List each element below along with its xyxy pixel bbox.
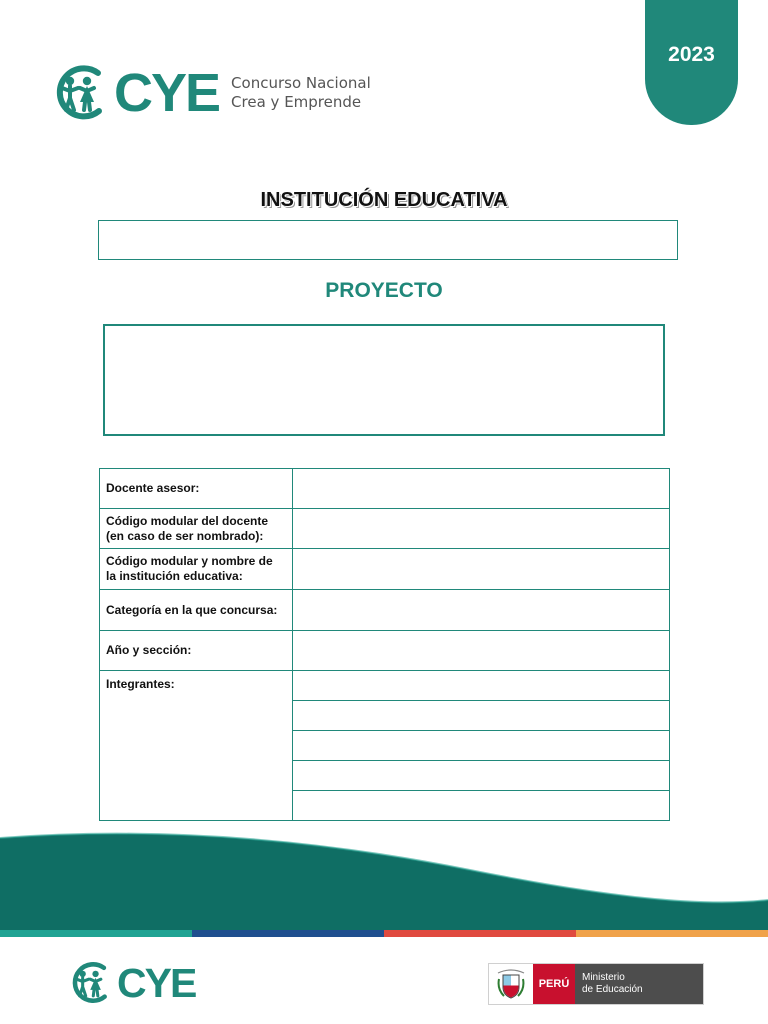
table-row	[100, 469, 670, 509]
peru-shield-icon	[494, 967, 528, 1001]
ministry-logo	[488, 963, 704, 1005]
member-field[interactable]	[293, 731, 670, 761]
row-label: Código modular y nombre de la institución educativa:	[100, 549, 293, 590]
project-heading: PROYECTO	[325, 279, 443, 302]
table-row	[100, 509, 670, 549]
row-value-field[interactable]	[293, 509, 670, 549]
member-field[interactable]	[293, 671, 670, 701]
year-tab	[645, 0, 738, 125]
tagline-line2: Crea y Emprende	[231, 93, 362, 111]
member-field[interactable]	[293, 701, 670, 731]
row-label: Año y sección:	[100, 631, 293, 671]
member-field[interactable]	[293, 791, 670, 821]
cye-logo-footer	[67, 961, 195, 1005]
members-row	[100, 671, 670, 701]
stripe-red	[384, 930, 576, 937]
gov-country: PERÚ	[533, 964, 575, 1004]
row-value-field[interactable]	[293, 469, 670, 509]
row-value-field[interactable]	[293, 549, 670, 590]
project-field[interactable]	[103, 324, 665, 436]
institution-heading: INSTITUCIÓN EDUCATIVA	[260, 189, 508, 211]
color-stripe	[0, 930, 768, 937]
stripe-teal	[0, 930, 192, 937]
gov-ministry-line1: Ministerio	[582, 972, 625, 983]
institution-field[interactable]	[98, 220, 678, 260]
footer-logo-wordmark: CYE	[117, 959, 196, 1006]
tagline-line1: Concurso Nacional	[231, 74, 371, 92]
footer-wave	[0, 830, 768, 932]
info-table	[99, 468, 670, 821]
row-label: Código modular del docente (en caso de ser nombrado):	[100, 509, 293, 549]
members-label: Integrantes:	[100, 671, 293, 821]
logo-tagline	[231, 74, 371, 112]
member-field[interactable]	[293, 761, 670, 791]
table-row	[100, 631, 670, 671]
table-row	[100, 590, 670, 631]
gov-ministry	[575, 964, 703, 1004]
table-row	[100, 549, 670, 590]
row-label: Docente asesor:	[100, 469, 293, 509]
logo-wordmark: CYE	[114, 63, 220, 123]
row-value-field[interactable]	[293, 631, 670, 671]
children-logo-icon	[50, 64, 112, 122]
children-logo-icon	[67, 961, 115, 1005]
row-value-field[interactable]	[293, 590, 670, 631]
cye-logo-header	[50, 64, 371, 122]
year-label: 2023	[668, 42, 715, 66]
stripe-blue	[192, 930, 384, 937]
row-label: Categoría en la que concursa:	[100, 590, 293, 631]
peru-shield	[489, 964, 533, 1004]
stripe-orange	[576, 930, 768, 937]
gov-ministry-line2: de Educación	[582, 984, 643, 995]
